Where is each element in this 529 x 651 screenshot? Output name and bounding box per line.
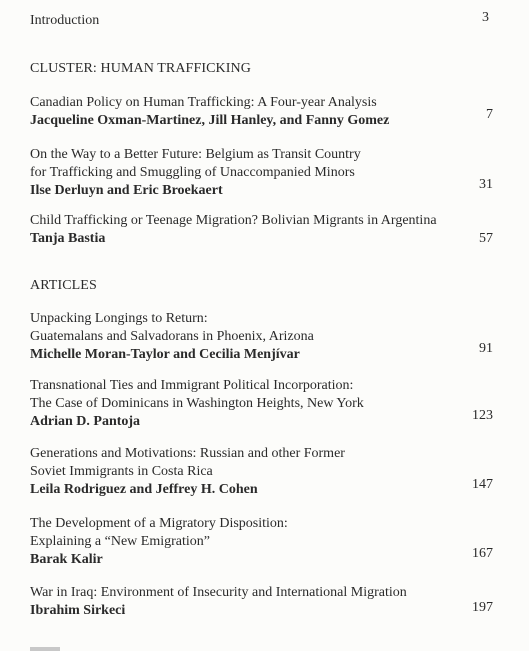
entry-title-line: Generations and Motivations: Russian and other Former bbox=[30, 446, 345, 461]
entry-title-line: The Case of Dominicans in Washington Heights, New York bbox=[30, 396, 364, 411]
toc-entry bbox=[30, 445, 450, 499]
entry-title-line: The Development of a Migratory Disposition: bbox=[30, 516, 288, 531]
toc-entry bbox=[30, 94, 450, 130]
entry-title-line: Child Trafficking or Teenage Migration? Bolivian Migrants in Argentina bbox=[30, 213, 437, 228]
entry-page-number: 31 bbox=[479, 177, 493, 192]
section-heading-articles: ARTICLES bbox=[30, 278, 97, 293]
entry-title-line: Guatemalans and Salvadorans in Phoenix, Arizona bbox=[30, 329, 314, 344]
entry-page-number: 123 bbox=[472, 408, 493, 423]
introduction-page-number: 3 bbox=[482, 10, 489, 25]
entry-authors: Jacqueline Oxman-Martinez, Jill Hanley, and Fanny Gomez bbox=[30, 113, 390, 128]
entry-page-number: 7 bbox=[486, 107, 493, 122]
entry-page-number: 91 bbox=[479, 341, 493, 356]
toc-entry bbox=[30, 584, 450, 620]
page-edge-mark bbox=[30, 647, 60, 651]
toc-entry bbox=[30, 212, 450, 248]
entry-title-line: Unpacking Longings to Return: bbox=[30, 311, 208, 326]
entry-authors: Leila Rodriguez and Jeffrey H. Cohen bbox=[30, 482, 258, 497]
entry-title-line: On the Way to a Better Future: Belgium as Transit Country bbox=[30, 147, 361, 162]
entry-title-line: Transnational Ties and Immigrant Political Incorporation: bbox=[30, 378, 354, 393]
entry-authors: Barak Kalir bbox=[30, 552, 103, 567]
entry-page-number: 147 bbox=[472, 477, 493, 492]
entry-page-number: 197 bbox=[472, 600, 493, 615]
entry-authors: Michelle Moran-Taylor and Cecilia Menjívar bbox=[30, 347, 300, 362]
entry-page-number: 167 bbox=[472, 546, 493, 561]
entry-authors: Ibrahim Sirkeci bbox=[30, 603, 126, 618]
entry-title-line: War in Iraq: Environment of Insecurity and International Migration bbox=[30, 585, 407, 600]
introduction-title: Introduction bbox=[30, 13, 100, 28]
entry-authors: Tanja Bastia bbox=[30, 231, 106, 246]
entry-authors: Adrian D. Pantoja bbox=[30, 414, 141, 429]
entry-authors: Ilse Derluyn and Eric Broekaert bbox=[30, 183, 223, 198]
entry-title-line: Explaining a “New Emigration” bbox=[30, 534, 210, 549]
toc-entry bbox=[30, 515, 450, 569]
section-heading-cluster: CLUSTER: HUMAN TRAFFICKING bbox=[30, 61, 251, 76]
toc-entry bbox=[30, 377, 450, 431]
entry-title-line: Soviet Immigrants in Costa Rica bbox=[30, 464, 213, 479]
entry-title-line: for Trafficking and Smuggling of Unaccompanied Minors bbox=[30, 165, 355, 180]
toc-entry bbox=[30, 310, 450, 364]
entry-page-number: 57 bbox=[479, 231, 493, 246]
entry-title-line: Canadian Policy on Human Trafficking: A Four-year Analysis bbox=[30, 95, 377, 110]
toc-entry bbox=[30, 146, 450, 200]
